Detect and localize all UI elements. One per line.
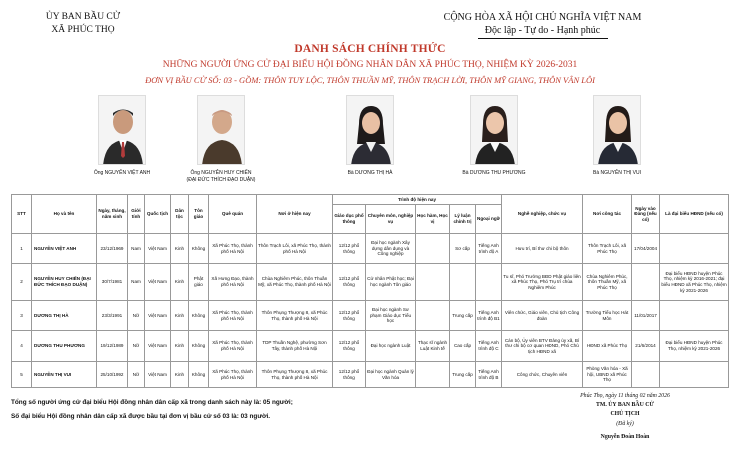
sign-date: Phúc Thọ, ngày 11 tháng 02 năm 2026 xyxy=(580,393,670,399)
cell-edu-language: Tiếng Anh trình độ B xyxy=(476,362,502,388)
photo-caption-5 xyxy=(557,170,677,177)
cell-residence: Thôn Phụng Thượng 8, xã Phúc Thọ, thành phố Hà Nội xyxy=(257,362,333,388)
cell-hometown: Xã Hưng Đạo, thành phố Hà Nội xyxy=(209,264,257,301)
photo-caption-4 xyxy=(434,170,554,177)
candidate-photo-5 xyxy=(593,95,641,165)
cell-name: NGUYỄN THỊ VUI xyxy=(32,362,97,388)
col-edu-major: Chuyên môn, nghiệp vụ xyxy=(366,205,416,234)
cell-workplace: Trường Tiểu học Hát Môn xyxy=(583,301,632,331)
cell-edu-language: Tiếng Anh trình độ B1 xyxy=(476,301,502,331)
col-edu-language: Ngoại ngữ xyxy=(476,205,502,234)
cell-workplace: HĐND xã Phúc Thọ xyxy=(583,331,632,362)
cell-religion: Phật giáo xyxy=(189,264,209,301)
cell-residence: Thôn Trạch Lôi, xã Phúc Thọ, thành phố Hà Nội xyxy=(257,234,333,264)
candidate-table xyxy=(11,194,729,388)
cell-edu-major: Cử nhân Phật học; Đại học ngành Tôn giáo xyxy=(366,264,416,301)
cell-name: NGUYỄN HUY CHIẾN (ĐẠI ĐỨC THÍCH ĐẠO DUẬN) xyxy=(32,264,97,301)
candidate-photo-4 xyxy=(470,95,518,165)
col-ethnic: Dân tộc xyxy=(171,195,189,234)
electoral-unit: ĐƠN VỊ BẦU CỬ SỐ: 03 - GỒM: THÔN TUY LỘC, THÔN THUẦN MỸ, THÔN TRẠCH LỜI, THÔN MỸ GIANG, THÔN VÂN LÔI xyxy=(145,75,595,85)
col-job: Nghề nghiệp, chức vụ xyxy=(502,195,583,234)
cell-stt: 1 xyxy=(12,234,32,264)
cell-delegate: Đại biểu HĐND huyện Phúc Thọ, nhiệm kỳ 2016-2021; đại biểu HĐND xã Phúc Thọ, nhiệm kỳ 2021-2026 xyxy=(660,264,729,301)
col-name: Họ và tên xyxy=(32,195,97,234)
cell-hometown: Xã Phúc Thọ, thành phố Hà Nội xyxy=(209,301,257,331)
motto-underline xyxy=(478,38,608,39)
candidate-photo-1 xyxy=(98,95,146,165)
cell-ethnic: Kinh xyxy=(171,331,189,362)
sign-org: TM. ỦY BAN BẦU CỬ xyxy=(595,402,655,408)
col-edu-politics: Lý luận chính trị xyxy=(450,205,476,234)
signed-mark: (Đã ký) xyxy=(616,421,634,427)
motto: Độc lập - Tự do - Hạnh phúc xyxy=(484,25,601,36)
cell-workplace: Thôn Trạch Lôi, xã Phúc Thọ xyxy=(583,234,632,264)
cell-edu-politics xyxy=(450,264,476,301)
country-name: CỘNG HÒA XÃ HỘI CHỦ NGHĨA VIỆT NAM xyxy=(443,12,642,23)
cell-residence: TDP Thuần Nghệ, phường Sơn Tây, thành phố Hà Nội xyxy=(257,331,333,362)
table-row xyxy=(12,331,729,362)
cell-edu-language: Tiếng Anh trình độ C xyxy=(476,331,502,362)
cell-stt: 5 xyxy=(12,362,32,388)
cell-dob: 23/12/1969 xyxy=(97,234,128,264)
table-row xyxy=(12,264,729,301)
cell-hometown: Xã Phúc Thọ, thành phố Hà Nội xyxy=(209,331,257,362)
cell-name: NGUYỄN VIỆT ANH xyxy=(32,234,97,264)
photo-caption-name: Ông NGUYỄN VIỆT ANH xyxy=(93,170,151,176)
cell-sex: Nam xyxy=(128,234,145,264)
table-row xyxy=(12,362,729,388)
cell-edu-politics: Trung cấp xyxy=(450,362,476,388)
cell-edu-general: 12/12 phổ thông xyxy=(333,331,366,362)
cell-nationality: Việt Nam xyxy=(145,301,171,331)
cell-hometown: Xã Phúc Thọ, thành phố Hà Nội xyxy=(209,234,257,264)
cell-nationality: Việt Nam xyxy=(145,234,171,264)
cell-sex: Nữ xyxy=(128,362,145,388)
cell-job: Tu sĩ, Phó Trưởng BĐD Phật giáo liên xã Phúc Thọ, Phó Trụ trì chùa Nghiêm Phúc xyxy=(502,264,583,301)
cell-job: Hưu trí, Bí thư chi bộ thôn xyxy=(502,234,583,264)
col-hometown: Quê quán xyxy=(209,195,257,234)
cell-religion: Không xyxy=(189,301,209,331)
cell-edu-politics: Cao cấp xyxy=(450,331,476,362)
cell-name: DƯƠNG THU PHƯƠNG xyxy=(32,331,97,362)
cell-job: Công chức, Chuyên viên xyxy=(502,362,583,388)
cell-edu-major: Đại học ngành Quản lý Văn hóa xyxy=(366,362,416,388)
col-nationality: Quốc tịch xyxy=(145,195,171,234)
cell-edu-major: Đại học ngành Xây dựng dân dụng và Công nghiệp xyxy=(366,234,416,264)
summary-notes xyxy=(11,396,293,424)
cell-ethnic: Kinh xyxy=(171,264,189,301)
cell-edu-major: Đại học ngành Luật xyxy=(366,331,416,362)
col-group-education: Trình độ hiện nay xyxy=(333,195,502,205)
cell-dob: 30/7/1981 xyxy=(97,264,128,301)
cell-workplace: Chùa Nghiêm Phúc, thôn Thuần Mỹ, xã Phúc Thọ xyxy=(583,264,632,301)
cell-edu-degree xyxy=(416,301,450,331)
cell-religion: Không xyxy=(189,331,209,362)
signature-block xyxy=(550,392,700,442)
col-delegate: Là đại biểu HĐND (nếu có) xyxy=(660,195,729,234)
cell-edu-degree xyxy=(416,264,450,301)
cell-edu-degree xyxy=(416,362,450,388)
sign-title: CHỦ TỊCH xyxy=(610,411,640,417)
cell-party-date xyxy=(632,362,660,388)
col-edu-degree: Học hàm, Học vị xyxy=(416,205,450,234)
photo-caption-name: Ông NGUYỄN HUY CHIẾN xyxy=(190,170,252,176)
col-dob: Ngày, tháng, năm sinh xyxy=(97,195,128,234)
cell-job: Viên chức, Giáo viên, Chủ tịch Công đoàn xyxy=(502,301,583,331)
cell-edu-politics: Sơ cấp xyxy=(450,234,476,264)
cell-nationality: Việt Nam xyxy=(145,264,171,301)
cell-ethnic: Kinh xyxy=(171,362,189,388)
cell-delegate xyxy=(660,301,729,331)
cell-religion: Không xyxy=(189,234,209,264)
cell-sex: Nữ xyxy=(128,331,145,362)
cell-nationality: Việt Nam xyxy=(145,331,171,362)
cell-party-date: 17/04/2004 xyxy=(632,234,660,264)
col-residence: Nơi ở hiện nay xyxy=(257,195,333,234)
photo-caption-name: Bà NGUYỄN THỊ VUI xyxy=(593,170,641,176)
cell-delegate: Đại biểu HĐND huyện Phúc Thọ, nhiệm kỳ 2021-2026 xyxy=(660,331,729,362)
col-sex: Giới tính xyxy=(128,195,145,234)
candidate-photo-2 xyxy=(197,95,245,165)
cell-edu-politics: Trung cấp xyxy=(450,301,476,331)
cell-dob: 23/3/1991 xyxy=(97,301,128,331)
col-religion: Tôn giáo xyxy=(189,195,209,234)
signer-name: Nguyễn Đoàn Hoàn xyxy=(600,434,650,440)
committee-name: ỦY BAN BẦU CỬ xyxy=(45,12,121,22)
election-committee-header xyxy=(18,11,148,37)
photo-caption-3 xyxy=(310,170,430,177)
document-subtitle: NHỮNG NGƯỜI ỨNG CỬ ĐẠI BIỂU HỘI ĐỒNG NHÂN DÂN XÃ PHÚC THỌ, NHIỆM KỲ 2026-2031 xyxy=(162,60,578,70)
photo-caption-name: Bà DƯƠNG THỊ HÀ xyxy=(347,170,393,176)
cell-edu-degree xyxy=(416,234,450,264)
total-candidates-note: Tổng số người ứng cử đại biểu Hội đồng nhân dân cấp xã trong danh sách này là: 05 người; xyxy=(11,399,293,406)
national-motto-header xyxy=(420,11,665,39)
cell-hometown: Xã Phúc Thọ, thành phố Hà Nội xyxy=(209,362,257,388)
total-elected-note: Số đại biểu Hội đồng nhân dân cấp xã được bầu tại đơn vị bầu cử số 03 là: 03 người. xyxy=(11,413,271,420)
photo-caption-2 xyxy=(161,170,281,184)
col-party-date: Ngày vào Đảng (nếu có) xyxy=(632,195,660,234)
cell-edu-language xyxy=(476,264,502,301)
cell-residence: Chùa Nghiêm Phúc, thôn Thuần Mỹ, xã Phúc Thọ, thành phố Hà Nội xyxy=(257,264,333,301)
cell-party-date: 21/6/2014 xyxy=(632,331,660,362)
cell-stt: 4 xyxy=(12,331,32,362)
cell-sex: Nữ xyxy=(128,301,145,331)
cell-dob: 25/10/1992 xyxy=(97,362,128,388)
cell-edu-general: 12/12 phổ thông xyxy=(333,362,366,388)
photo-caption-name: Bà DƯƠNG THU PHƯƠNG xyxy=(462,170,526,176)
cell-edu-degree: Thạc sĩ ngành Luật Kinh tế xyxy=(416,331,450,362)
candidate-photo-3 xyxy=(346,95,394,165)
cell-delegate xyxy=(660,362,729,388)
cell-residence: Thôn Phụng Thượng 8, xã Phúc Thọ, thành phố Hà Nội xyxy=(257,301,333,331)
cell-stt: 2 xyxy=(12,264,32,301)
cell-religion: Không xyxy=(189,362,209,388)
cell-stt: 3 xyxy=(12,301,32,331)
cell-edu-general: 12/12 phổ thông xyxy=(333,301,366,331)
cell-edu-major: Đại học ngành Sư phạm Giáo dục Tiểu học xyxy=(366,301,416,331)
cell-workplace: Phòng Văn hóa - Xã hội, UBND xã Phúc Thọ xyxy=(583,362,632,388)
cell-name: DƯƠNG THỊ HÀ xyxy=(32,301,97,331)
document-title: DANH SÁCH CHÍNH THỨC xyxy=(294,43,446,55)
cell-ethnic: Kinh xyxy=(171,301,189,331)
cell-party-date: 11/01/2017 xyxy=(632,301,660,331)
cell-dob: 19/12/1989 xyxy=(97,331,128,362)
cell-party-date xyxy=(632,264,660,301)
cell-job: Cán bộ, Ủy viên BTV Đảng ủy xã, Bí thư chi bộ cơ quan HĐND, Phó Chủ tịch HĐND xã xyxy=(502,331,583,362)
cell-edu-language: Tiếng Anh trình độ A xyxy=(476,234,502,264)
col-stt: STT xyxy=(12,195,32,234)
commune-name: XÃ PHÚC THỌ xyxy=(51,25,115,35)
cell-ethnic: Kinh xyxy=(171,234,189,264)
table-row xyxy=(12,234,729,264)
cell-edu-general: 12/12 phổ thông xyxy=(333,234,366,264)
table-row xyxy=(12,301,729,331)
cell-nationality: Việt Nam xyxy=(145,362,171,388)
cell-edu-general: 12/12 phổ thông xyxy=(333,264,366,301)
col-workplace: Nơi công tác xyxy=(583,195,632,234)
cell-delegate xyxy=(660,234,729,264)
col-edu-general: Giáo dục phổ thông xyxy=(333,205,366,234)
cell-sex: Nam xyxy=(128,264,145,301)
photo-caption-dharma-name: (ĐẠI ĐỨC THÍCH ĐẠO DUẬN) xyxy=(186,177,256,183)
